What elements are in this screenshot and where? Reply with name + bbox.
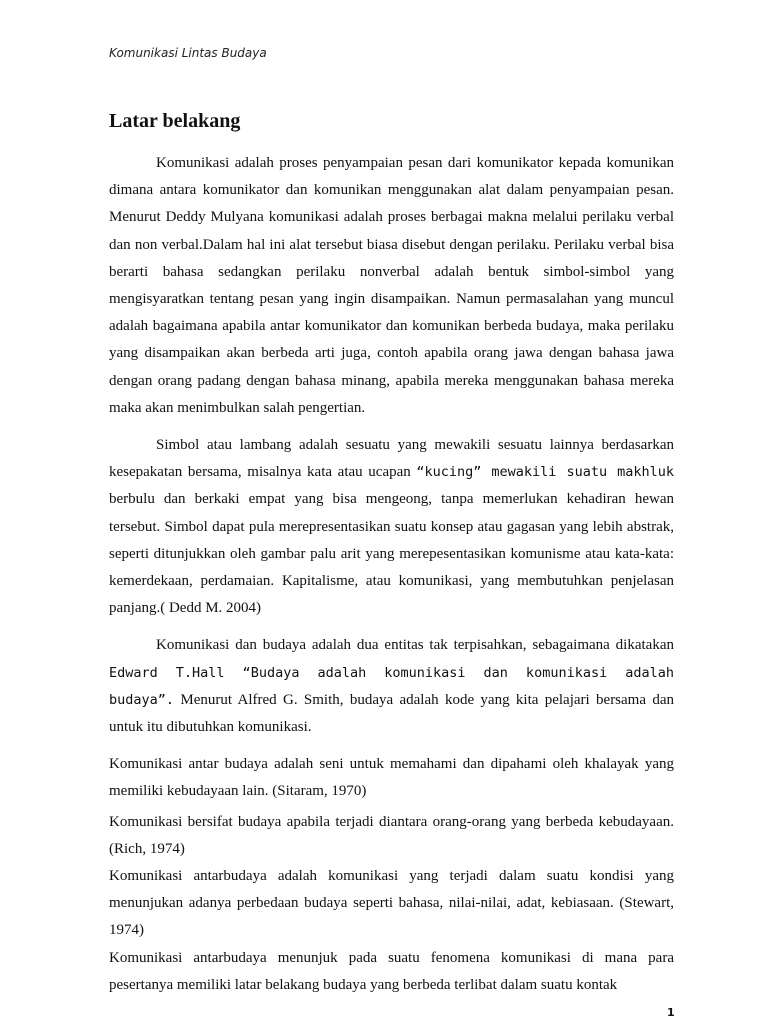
running-header: Komunikasi Lintas Budaya — [109, 46, 267, 60]
body-text — [109, 150, 674, 999]
paragraph-text: Simbol atau lambang adalah sesuatu yang mewakili sesuatu lainnya berdasarkan kesepakatan bersama, misalnya kata atau ucapan — [109, 437, 674, 481]
quoted-citation: Edward T.Hall “Budaya adalah komunikasi dan komunikasi adalah budaya”. — [109, 664, 674, 708]
definition-item: Komunikasi bersifat budaya apabila terjadi diantara orang-orang yang berbeda kebudayaan. (Rich, 1974) — [109, 813, 674, 857]
paragraph-text: Menurut Alfred G. Smith, budaya adalah kode yang kita pelajari bersama dan untuk itu dibutuhkan komunikasi. — [109, 691, 674, 736]
paragraph-text: Komunikasi adalah proses penyampaian pesan dari komunikator kepada komunikan dimana antara komunikator dan komunikan menggunakan alat dalam penyampaian pesan. Menurut Deddy Mulyana komunikasi adalah proses berbagai makna melalui perilaku verbal dan non verbal.Dalam hal ini alat tersebut biasa disebut dengan perilaku. Perilaku verbal bisa berarti bahasa sedangkan perilaku nonverbal adalah bentuk simbol-simbol yang mengisyaratkan tentang pesan yang ingin disampaikan. Namun permasalahan yang muncul adalah bagaimana apabila antar komunikator dan komunikan berbeda budaya, maka perilaku yang disampaikan akan berbeda arti juga, contoh apabila orang jawa dengan bahasa jawa dengan orang padang dengan bahasa minang, apabila mereka menggunakan bahasa mereka maka akan menimbulkan salah pengertian. — [109, 155, 674, 416]
paragraph-budaya — [109, 632, 674, 741]
paragraph-simbol — [109, 432, 674, 622]
page-number: 1 — [667, 1006, 675, 1019]
paragraph-komunikasi — [109, 150, 674, 422]
section-title: Latar belakang — [109, 110, 241, 132]
definition-item: Komunikasi antarbudaya menunjuk pada suatu fenomena komunikasi di mana para pesertanya memiliki latar belakang budaya yang berbeda terlibat dalam suatu kontak — [109, 949, 674, 993]
definition-item: Komunikasi antarbudaya adalah komunikasi yang terjadi dalam suatu kondisi yang menunjukan adanya perbedaan budaya seperti bahasa, nilai-nilai, adat, kebiasaan. (Stewart, 1974) — [109, 868, 674, 939]
paragraph-text: Komunikasi dan budaya adalah dua entitas tak terpisahkan, sebagaimana dikatakan — [156, 637, 674, 654]
definition-item: Komunikasi antar budaya adalah seni untuk memahami dan dipahami oleh khalayak yang memiliki kebudayaan lain. (Sitaram, 1970) — [109, 756, 674, 800]
quoted-example: “kucing” mewakili suatu makhluk — [416, 464, 674, 481]
paragraph-text: berbulu dan berkaki empat yang bisa mengeong, tanpa memerlukan kehadiran hewan tersebut. Simbol dapat pula merepresentasikan suatu konsep atau gagasan yang lebih abstrak, seperti ditunjukkan oleh gambar palu arit yang merepesentasikan komunisme atau kata-kata: kemerdekaan, perdamaian. Kapitalisme, atau komunikasi, yang membutuhkan penjelasan panjang.( Dedd M. 2004) — [109, 491, 674, 617]
definition-list — [109, 751, 674, 999]
